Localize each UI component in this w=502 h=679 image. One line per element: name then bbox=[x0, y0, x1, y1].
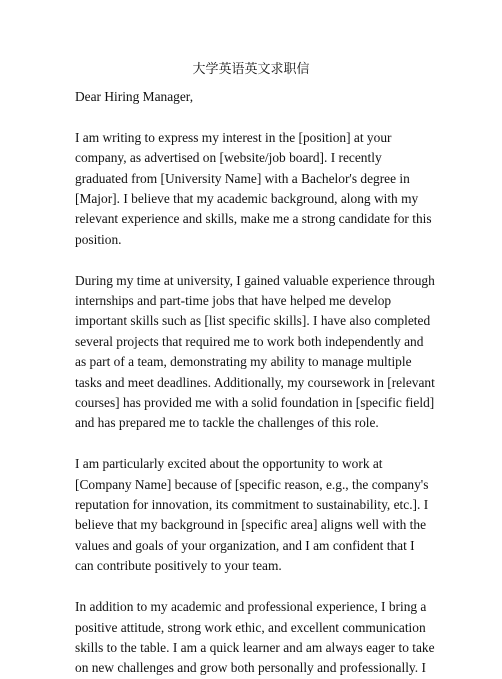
paragraph-spacer bbox=[75, 577, 435, 597]
paragraph-line: as part of a team, demonstrating my ability to manage multiple bbox=[75, 354, 412, 370]
paragraph-line: several projects that required me to work both independently and bbox=[75, 333, 424, 349]
paragraph-spacer bbox=[75, 434, 435, 454]
paragraph-line: graduated from [University Name] with a Bachelor's degree in bbox=[75, 170, 410, 186]
paragraph-line: [Company Name] because of [specific reason, e.g., the company's bbox=[75, 476, 429, 492]
paragraph-line: reputation for innovation, its commitment to sustainability, etc.]. I bbox=[75, 497, 429, 513]
paragraph-line: and has prepared me to tackle the challenges of this role. bbox=[75, 415, 379, 431]
paragraph-line: In addition to my academic and professional experience, I bring a bbox=[75, 599, 427, 615]
paragraph-line: During my time at university, I gained valuable experience through bbox=[75, 272, 435, 288]
paragraph-line: skills to the table. I am a quick learner and am always eager to take bbox=[75, 639, 435, 655]
paragraph-line: relevant experience and skills, make me a strong candidate for this bbox=[75, 211, 432, 227]
paragraph-line: courses] has provided me with a solid foundation in [specific field] bbox=[75, 395, 435, 411]
paragraph-1 bbox=[75, 128, 435, 250]
paragraph-line: important skills such as [list specific skills]. I have also completed bbox=[75, 313, 431, 329]
paragraph-line: I am writing to express my interest in the [position] at your bbox=[75, 129, 392, 145]
paragraph-line: I am particularly excited about the opportunity to work at bbox=[75, 456, 383, 472]
paragraph-line: company, as advertised on [website/job board]. I recently bbox=[75, 150, 382, 166]
paragraph-line: on new challenges and grow both personally and professionally. I bbox=[75, 660, 426, 676]
document-title: 大学英语英文求职信 bbox=[192, 61, 310, 76]
paragraph-4 bbox=[75, 597, 435, 679]
paragraph-spacer bbox=[75, 250, 435, 270]
paragraph-2 bbox=[75, 271, 435, 434]
paragraph-spacer bbox=[75, 107, 435, 127]
salutation: Dear Hiring Manager, bbox=[75, 89, 194, 104]
paragraph-line: can contribute positively to your team. bbox=[75, 558, 282, 574]
paragraph-line: positive attitude, strong work ethic, and excellent communication bbox=[75, 619, 426, 635]
paragraph-line: [Major]. I believe that my academic background, along with my bbox=[75, 191, 419, 207]
letter-body bbox=[75, 87, 435, 679]
paragraph-line: tasks and meet deadlines. Additionally, my coursework in [relevant bbox=[75, 374, 435, 390]
paragraph-line: internships and part-time jobs that have helped me develop bbox=[75, 293, 392, 309]
paragraph-line: believe that my background in [specific area] aligns well with the bbox=[75, 517, 427, 533]
paragraph-3 bbox=[75, 454, 435, 576]
paragraph-line: values and goals of your organization, and I am confident that I bbox=[75, 537, 415, 553]
paragraph-line: position. bbox=[75, 231, 122, 247]
